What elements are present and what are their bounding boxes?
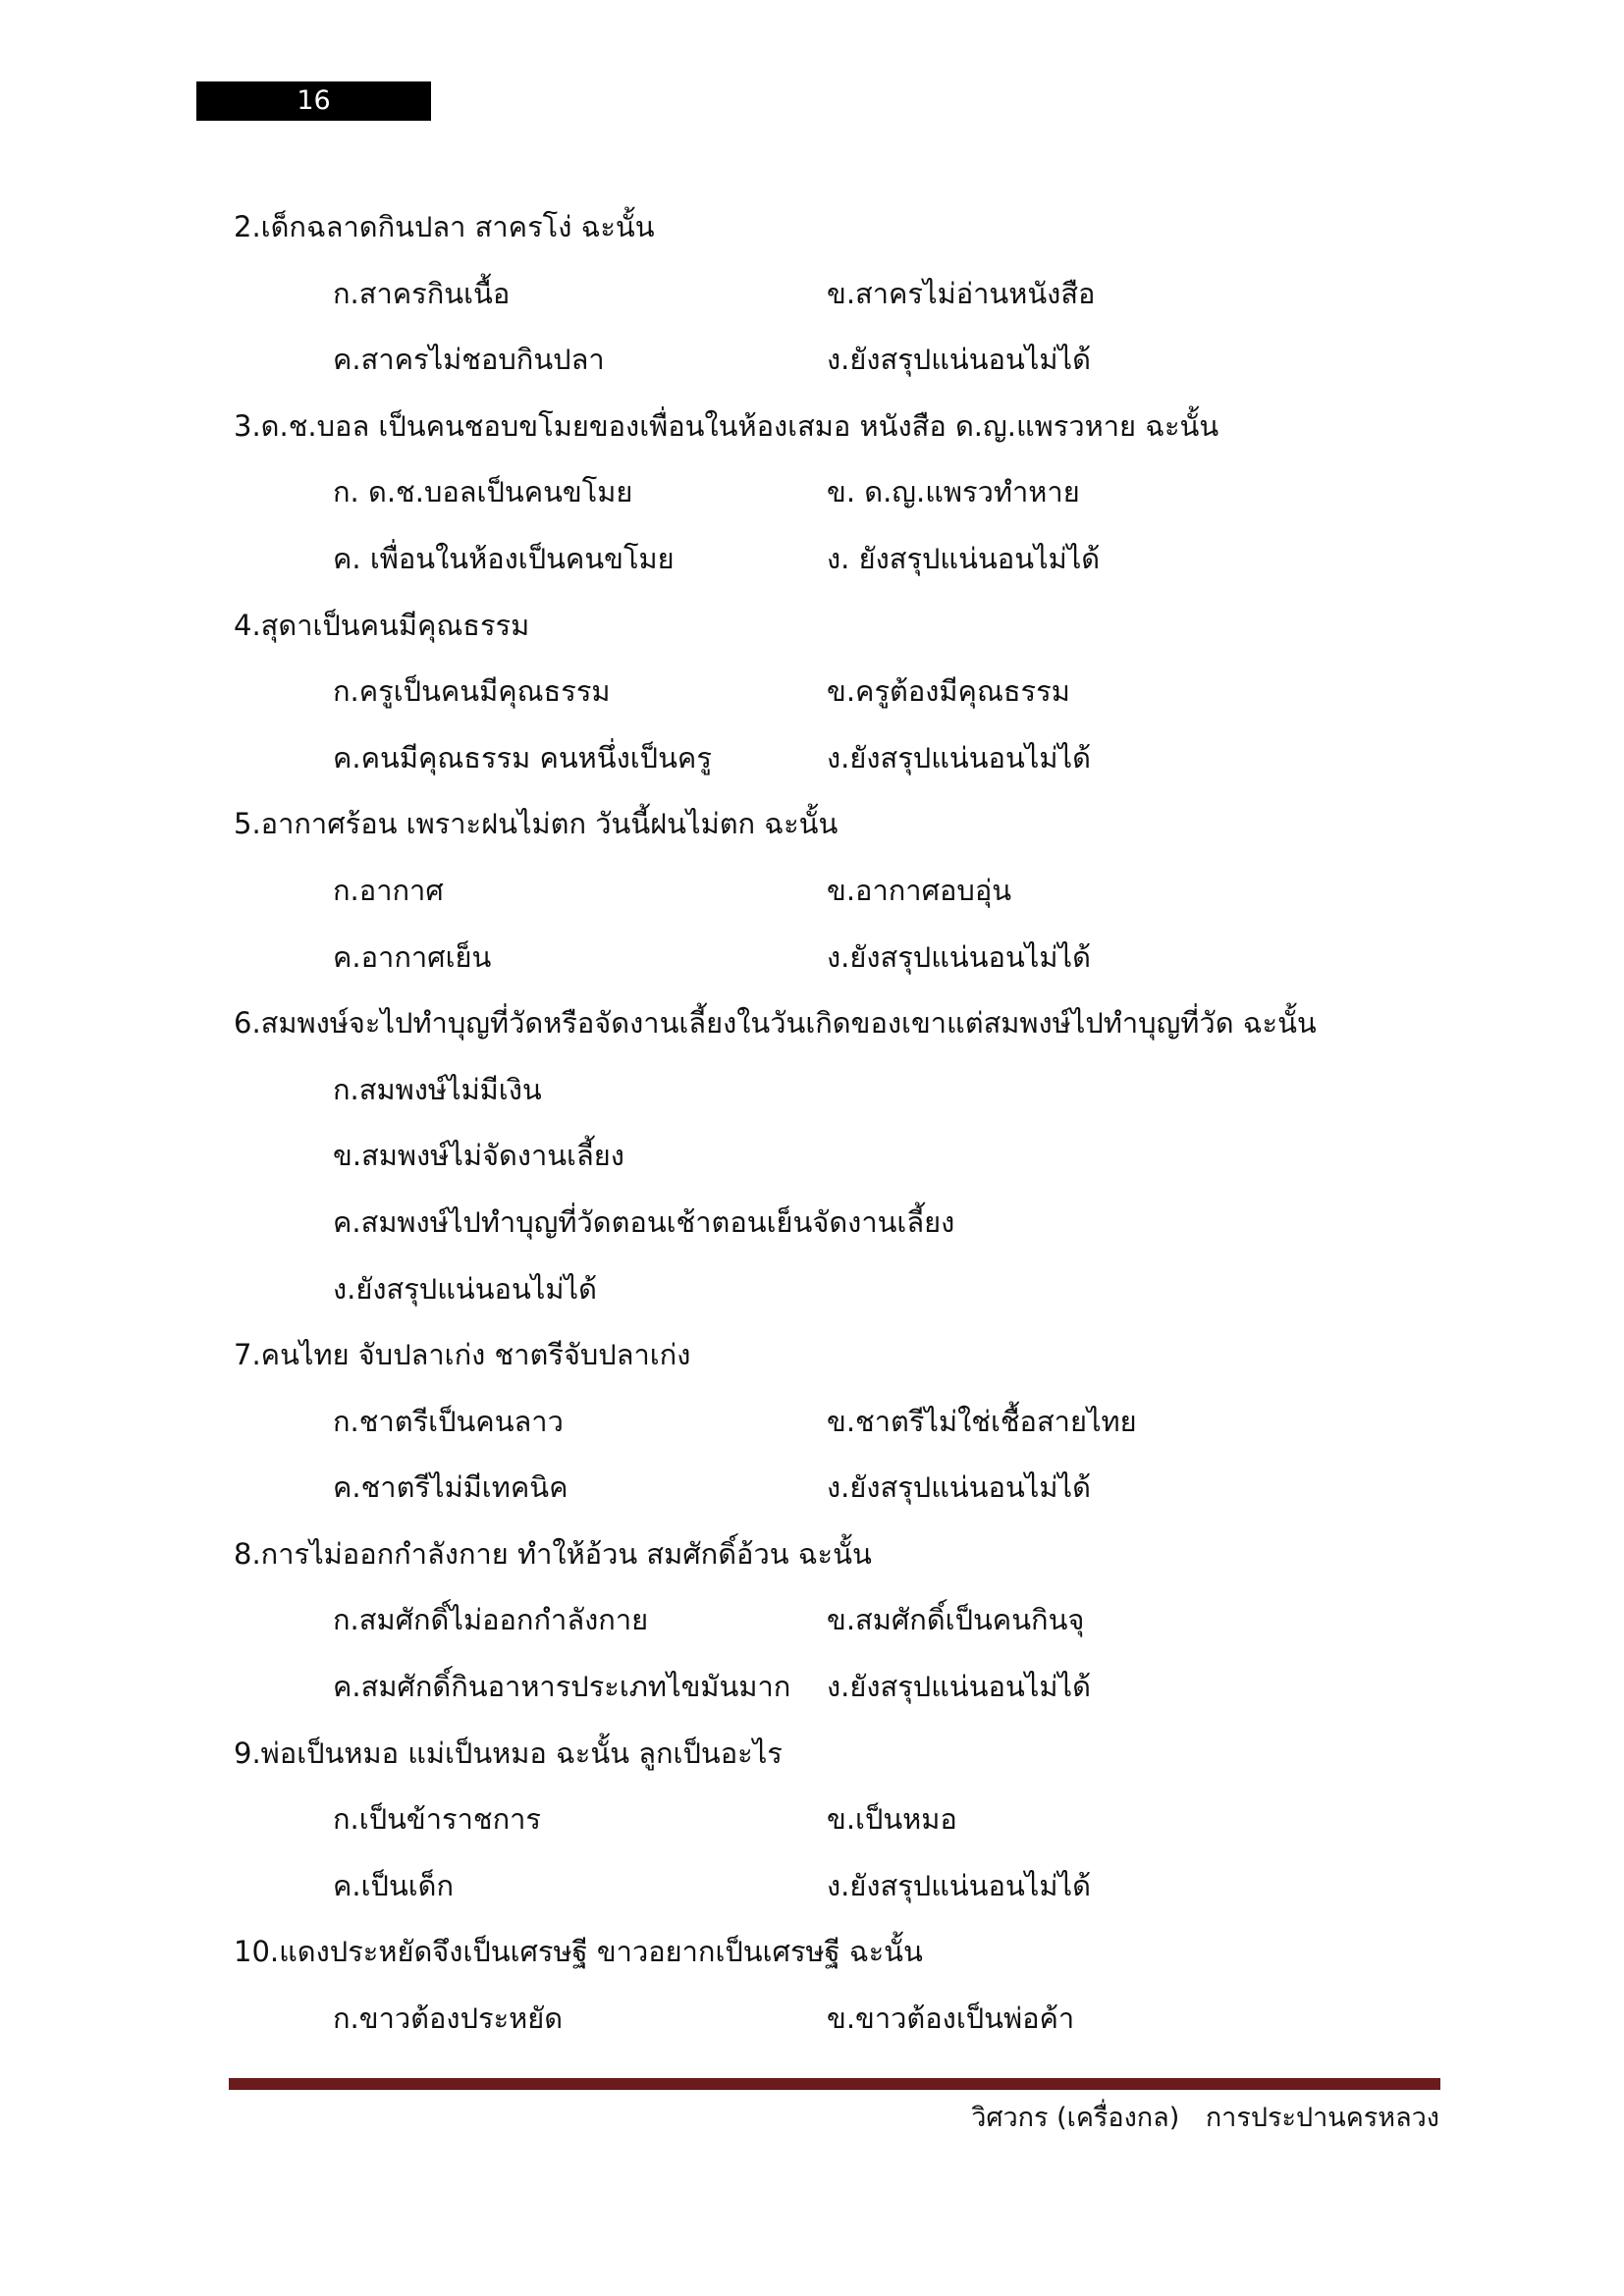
option-a: ก.สมพงษ์ไม่มีเงิน [333,1072,542,1106]
option-b: ข.อากาศอบอุ่น [827,873,1012,907]
question-text: 3.ด.ช.บอล เป็นคนชอบขโมยของเพื่อนในห้องเสมอ หนังสือ ด.ญ.แพรวหาย ฉะนั้น [234,408,1219,443]
question-text: 6.สมพงษ์จะไปทำบุญที่วัดหรือจัดงานเลี้ยงในวันเกิดของเขาแต่สมพงษ์ไปทำบุญที่วัด ฉะนั้น [234,1006,1317,1041]
question-text: 7.คนไทย จับปลาเก่ง ชาตรีจับปลาเก่ง [234,1338,691,1372]
option-row [234,1654,1441,1721]
option-row [234,261,1441,328]
question-text: 5.อากาศร้อน เพราะฝนไม่ตก วันนี้ฝนไม่ตก ฉะนั้น [234,807,839,841]
option-b: ข.ชาตรีไม่ใช่เชื้อสายไทย [827,1404,1137,1438]
option-b: ข.สมศักดิ์เป็นคนกินจุ [827,1603,1085,1637]
option-c: ค.สมพงษ์ไปทำบุญที่วัดตอนเช้าตอนเย็นจัดงานเลี้ยง [333,1204,955,1239]
option-a: ก. ด.ช.บอลเป็นคนขโมย [333,475,633,509]
option-c: ค. เพื่อนในห้องเป็นคนขโมย [333,541,675,575]
option-d: ง.ยังสรุปแน่นอนไม่ได้ [827,1670,1091,1704]
question-text: 9.พ่อเป็นหมอ แม่เป็นหมอ ฉะนั้น ลูกเป็นอะไร [234,1735,783,1770]
option-d: ง.ยังสรุปแน่นอนไม่ได้ [827,740,1091,774]
footer-organization: การประปานครหลวง [1205,2103,1439,2133]
option-c: ค.เป็นเด็ก [333,1868,455,1902]
option-d: ง.ยังสรุปแน่นอนไม่ได้ [333,1271,597,1306]
option-c: ค.สาครไม่ชอบกินปลา [333,343,605,377]
option-c: ค.อากาศเย็น [333,939,492,974]
option-a: ก.สาครกินเนื้อ [333,276,511,310]
option-a: ก.ครูเป็นคนมีคุณธรรม [333,674,611,709]
footer-divider [229,2078,1440,2090]
option-a: ก.เป็นข้าราชการ [333,1802,541,1837]
option-a: ก.สมศักดิ์ไม่ออกกำลังกาย [333,1603,649,1637]
question-text: 2.เด็กฉลาดกินปลา สาครโง่ ฉะนั้น [234,210,655,243]
option-b: ข.ครูต้องมีคุณธรรม [827,674,1070,709]
option-row [234,1587,1441,1654]
option-d: ง.ยังสรุปแน่นอนไม่ได้ [827,939,1091,974]
option-row [234,1986,1441,2053]
option-b: ข.เป็นหมอ [827,1802,957,1837]
option-row [234,1853,1441,1920]
option-row [234,725,1441,792]
question-text: 4.สุดาเป็นคนมีคุณธรรม [234,608,530,642]
option-a: ก.ชาตรีเป็นคนลาว [333,1404,564,1438]
option-row [234,858,1441,925]
footer-position: วิศวกร (เครื่องกล) [971,2103,1180,2133]
option-d: ง.ยังสรุปแน่นอนไม่ได้ [827,1470,1091,1505]
option-b: ข. ด.ญ.แพรวทำหาย [827,475,1080,509]
option-c: ค.สมศักดิ์กินอาหารประเภทไขมันมาก [333,1670,791,1704]
option-row [234,526,1441,593]
option-row [234,1787,1441,1853]
option-c: ค.ชาตรีไม่มีเทคนิค [333,1470,568,1505]
page-number: 16 [196,81,431,121]
option-b: ข.ขาวต้องเป็นพ่อค้า [827,2002,1075,2036]
question-text: 10.แดงประหยัดจึงเป็นเศรษฐี ขาวอยากเป็นเศรษฐี ฉะนั้น [234,1935,923,1969]
option-a: ก.อากาศ [333,873,444,907]
option-d: ง.ยังสรุปแน่นอนไม่ได้ [827,1868,1091,1902]
option-d: ง. ยังสรุปแน่นอนไม่ได้ [827,541,1101,575]
option-row [234,459,1441,526]
option-row [234,327,1441,394]
question-list [234,194,1441,2053]
option-a: ก.ขาวต้องประหยัด [333,2002,564,2036]
footer [971,2099,1439,2138]
option-row [234,1389,1441,1456]
option-d: ง.ยังสรุปแน่นอนไม่ได้ [827,343,1091,377]
option-c: ค.คนมีคุณธรรม คนหนึ่งเป็นครู [333,740,712,774]
option-b: ข.สมพงษ์ไม่จัดงานเลี้ยง [333,1139,624,1173]
option-row [234,1455,1441,1522]
option-row [234,659,1441,725]
option-b: ข.สาครไม่อ่านหนังสือ [827,276,1096,310]
question-text: 8.การไม่ออกกำลังกาย ทำให้อ้วน สมศักดิ์อ้วน ฉะนั้น [234,1536,872,1571]
option-row [234,925,1441,991]
